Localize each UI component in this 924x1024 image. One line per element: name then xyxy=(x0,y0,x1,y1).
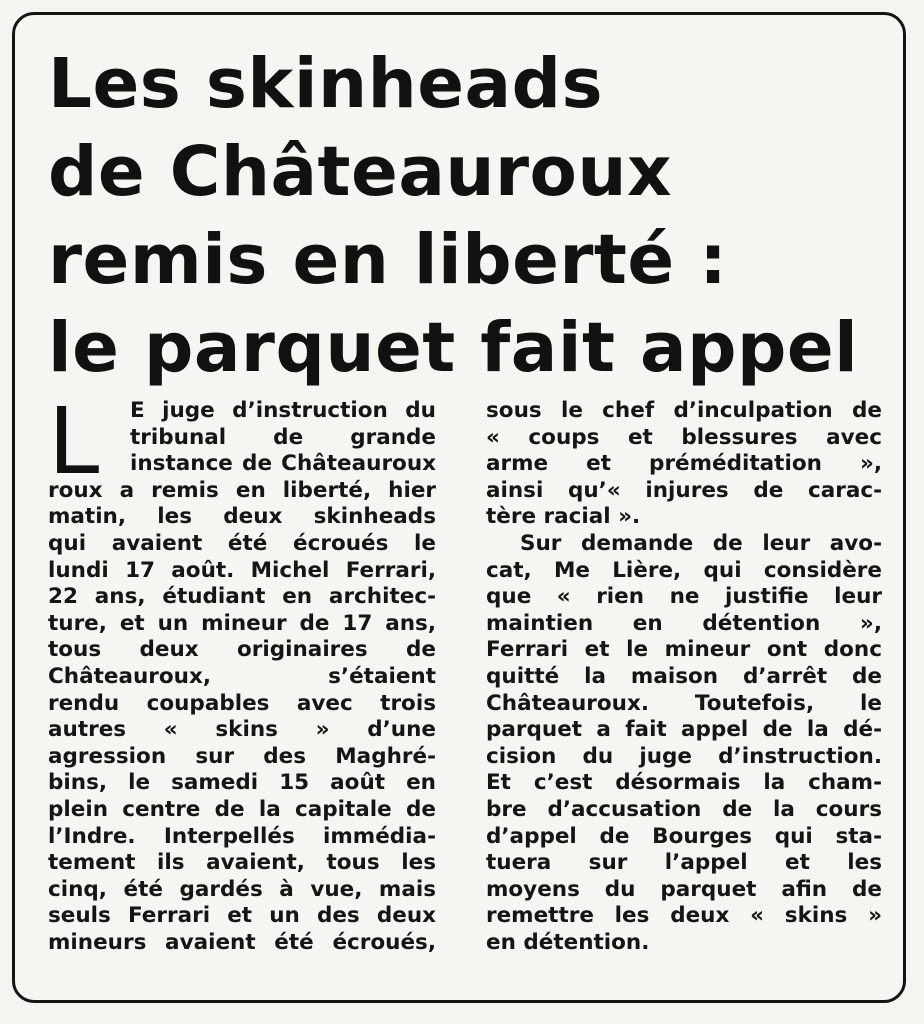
text-line: quitté la maison d’arrêt de xyxy=(486,663,882,689)
headline-line: de Châteauroux xyxy=(48,132,673,212)
text-line: qui avaient été écroués le xyxy=(48,530,436,556)
text-line: l’Indre. Interpellés immédia- xyxy=(48,823,436,849)
text-line: moyens du parquet afin de xyxy=(486,876,882,902)
text-line: « coups et blessures avec xyxy=(486,424,882,450)
text-line: seuls Ferrari et un des deux xyxy=(48,903,436,929)
text-line: tère racial ». xyxy=(486,504,641,530)
article-column-2 xyxy=(486,398,882,956)
text-line: 22 ans, étudiant en architec- xyxy=(48,584,436,610)
text-line: agression sur des Maghré- xyxy=(48,743,436,769)
text-line: ture, et un mineur de 17 ans, xyxy=(48,610,436,636)
text-line: bins, le samedi 15 août en xyxy=(48,770,436,796)
text-line: matin, les deux skinheads xyxy=(48,504,436,530)
text-line: ainsi qu’« injures de carac- xyxy=(486,477,882,503)
text-line: en détention. xyxy=(486,929,650,955)
text-line: plein centre de la capitale de xyxy=(48,796,436,822)
drop-cap: L xyxy=(48,388,100,495)
text-line: cinq, été gardés à vue, mais xyxy=(48,876,436,902)
text-line: instance de Châteauroux xyxy=(130,451,436,477)
text-line: maintien en détention », xyxy=(486,610,882,636)
text-line: mineurs avaient été écroués, xyxy=(48,929,436,955)
text-line: cision du juge d’instruction. xyxy=(486,743,882,769)
text-line: tuera sur l’appel et les xyxy=(486,850,882,876)
text-line: remettre les deux « skins » xyxy=(486,903,882,929)
text-line: Ferrari et le mineur ont donc xyxy=(486,637,882,663)
text-line: parquet a fait appel de la dé- xyxy=(486,717,882,743)
text-line: tement ils avaient, tous les xyxy=(48,850,436,876)
text-line: autres « skins » d’une xyxy=(48,717,436,743)
text-line: que « rien ne justifie leur xyxy=(486,584,882,610)
text-line: Châteauroux. Toutefois, le xyxy=(486,690,882,716)
text-line: arme et préméditation », xyxy=(486,451,882,477)
text-line: rendu coupables avec trois xyxy=(48,690,436,716)
headline xyxy=(48,40,888,392)
text-line: d’appel de Bourges qui sta- xyxy=(486,823,882,849)
headline-line: le parquet fait appel xyxy=(48,308,859,388)
text-line: bre d’accusation de la cours xyxy=(486,796,882,822)
text-line: Sur demande de leur avo- xyxy=(520,530,882,556)
text-line: Châteauroux, s’étaient xyxy=(48,663,436,689)
text-line: roux a remis en liberté, hier xyxy=(48,477,436,503)
headline-line: Les skinheads xyxy=(48,44,604,124)
text-line: E juge d’instruction du xyxy=(130,398,436,423)
text-line: sous le chef d’inculpation de xyxy=(486,398,882,423)
text-line: cat, Me Lière, qui considère xyxy=(486,557,882,583)
headline-line: remis en liberté : xyxy=(48,220,728,300)
article-column-1 xyxy=(48,388,436,956)
text-line: Et c’est désormais la cham- xyxy=(486,770,882,796)
text-line: lundi 17 août. Michel Ferrari, xyxy=(48,557,436,583)
text-line: tribunal de grande xyxy=(130,424,436,450)
text-line: tous deux originaires de xyxy=(48,637,436,663)
